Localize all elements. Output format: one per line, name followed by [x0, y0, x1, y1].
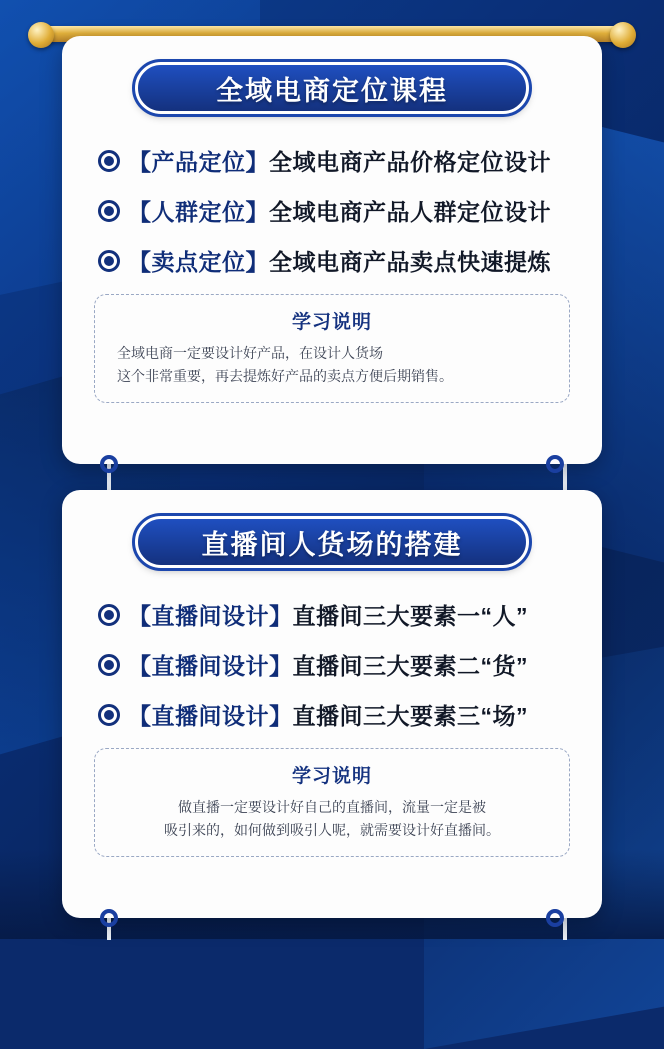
- list-item-label: 全域电商产品人群定位设计: [269, 199, 551, 225]
- card-2-notch-left: [100, 909, 118, 927]
- list-item: [98, 194, 574, 227]
- list-item-tag: 【卖点定位】: [128, 249, 269, 275]
- list-item-label: 直播间三大要素一“人”: [292, 603, 528, 629]
- bullet-dot-icon: [98, 704, 120, 726]
- bullet-dot-icon: [98, 654, 120, 676]
- card-1-note-line-2: 这个非常重要，再去提炼好产品的卖点方便后期销售。: [117, 368, 453, 385]
- list-item: [98, 698, 574, 731]
- list-item: [98, 144, 574, 177]
- list-item-tag: 【直播间设计】: [128, 703, 293, 729]
- bullet-dot-icon: [98, 150, 120, 172]
- course-card-1: [62, 36, 602, 464]
- card-2-note-title: 学习说明: [291, 766, 372, 787]
- card-2-title-pill: [135, 516, 529, 568]
- card-2-title: 直播间人货场的搭建: [201, 529, 463, 560]
- card-1-note-line-1: 全域电商一定要设计好产品，在设计人货场: [117, 345, 383, 361]
- list-item-label: 直播间三大要素三“场”: [292, 703, 528, 729]
- card-1-bullet-list: [62, 144, 602, 277]
- list-item-label: 全域电商产品价格定位设计: [269, 149, 551, 175]
- card-1-notch-right: [546, 455, 564, 473]
- list-item-tag: 【产品定位】: [128, 149, 269, 175]
- bullet-dot-icon: [98, 250, 120, 272]
- list-item-tag: 【直播间设计】: [128, 653, 293, 679]
- card-2-note-box: [94, 748, 570, 857]
- card-1-title-pill: [135, 62, 529, 114]
- card-1-note-box: [94, 294, 570, 403]
- card-2-note-line-1: 做直播一定要设计好自己的直播间，流量一定是被: [178, 799, 486, 815]
- card-2-note-line-2: 吸引来的，如何做到吸引人呢，就需要设计好直播间。: [164, 822, 500, 839]
- list-item: [98, 244, 574, 277]
- list-item-tag: 【直播间设计】: [128, 603, 293, 629]
- card-2-bullet-list: [62, 598, 602, 731]
- list-item: [98, 648, 574, 681]
- card-1-title: 全域电商定位课程: [216, 75, 448, 106]
- card-2-notch-right: [546, 909, 564, 927]
- course-card-2: [62, 490, 602, 918]
- bullet-dot-icon: [98, 604, 120, 626]
- card-1-note-title: 学习说明: [291, 312, 372, 333]
- list-item-label: 全域电商产品卖点快速提炼: [269, 249, 551, 275]
- bullet-dot-icon: [98, 200, 120, 222]
- list-item-label: 直播间三大要素二“货”: [292, 653, 528, 679]
- gold-ball-icon-left: [28, 22, 54, 48]
- list-item: [98, 598, 574, 631]
- gold-ball-icon-right: [610, 22, 636, 48]
- list-item-tag: 【人群定位】: [128, 199, 269, 225]
- card-1-notch-left: [100, 455, 118, 473]
